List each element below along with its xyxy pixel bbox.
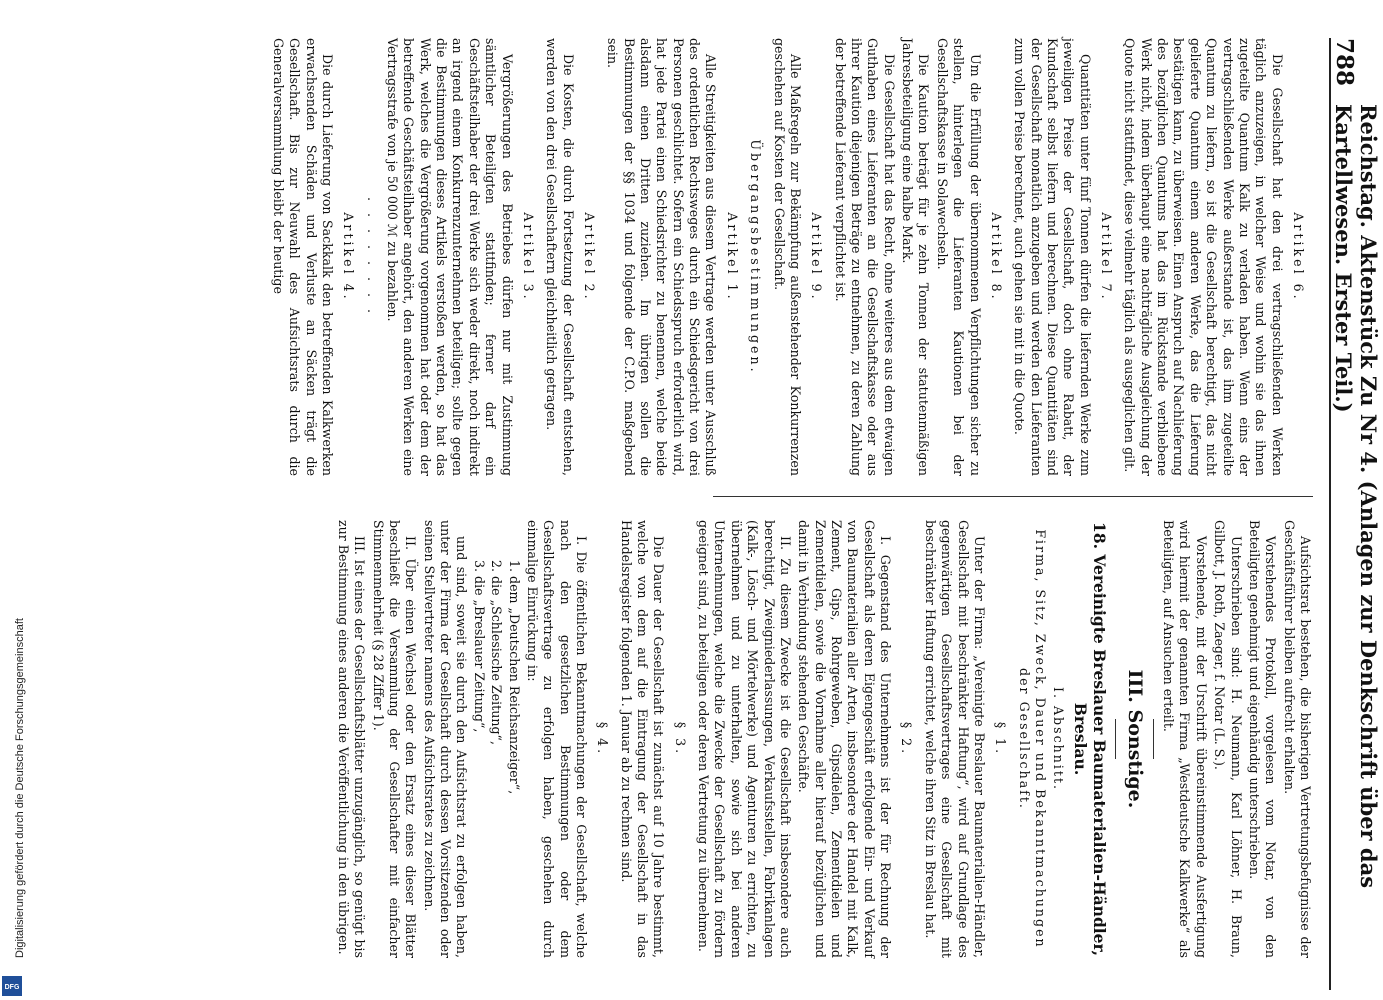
paragraph: Alle Maßregeln zur Bekämpfung außenstehender Konkurrenzen geschehen auf Kosten der Gesellschaft. [771,38,803,476]
paragraph: I. Die öffentlichen Bekanntmachungen der Gesellschaft, welche nach den gesetzlichen Bestimmungen oder dem Gesellschaftsvertrage zu erfolgen haben, geschehen durch einmalige Einrückung in: [524,520,589,958]
short-rule [1115,719,1116,759]
paragraph: II. Zu diesem Zwecke ist die Gesellschaft insbesondere auch berechtigt, Zweigniederlassungen, Verkaufsstellen, Fabrikanlagen (Kalk-, Lösch- und Mörtelwerke) und Agenturen zu errichten, zu übernehmen und zu unterhalten, sowie sich bei anderen Unternehmungen, welche die Zwecke der Gesellschaft zu fördern geeignet sind, zu beteiligen oder deren Vertretung zu übernehmen. [696,520,793,958]
paragraph: Die durch Lieferung von Sackkalk den betreffenden Kalkwerken erwachsenden Schäden und Verluste an Säcken trägt die Gesellschaft. Bis zur Neuwahl des Aufsichtsrats durch die Generalversammlung bleibt der heutige [270,38,335,476]
page-number: 788 [1331,38,1358,87]
paragraph: und sind, soweit sie durch den Aufsichtsrat zu erfolgen haben, unter der Firma der Gesellschaft durch dessen Vorsitzenden oder seinen Stellvertreter namens des Aufsichtsrates zu zeichnen. [421,520,470,958]
paragraph: Unter der Firma: „Vereinigte Breslauer Baumaterialien-Händler, Gesellschaft mit beschränkter Haftung“, wird auf Grundlage des gegenwärtigen Gesellschaftsvertrages eine Gesellschaft mit beschränkter Haftung errichtet, welche ihren Sitz in Breslau hat. [922,520,987,958]
article-heading: Artikel 6. [1291,212,1306,302]
paragraph: Die Gesellschaft hat das Recht, ohne weiteres aus dem etwaigen Guthaben eines Lieferanten an die Gesellschaftskasse oder aus ihrer Kaution diejenigen Beträge zu entnehmen, zu deren Zahlung der betreffende Lieferant verpflichtet ist. [832,38,897,476]
subsection-line: Firma, Sitz, Zweck, Dauer und Bekanntmachungen der Gesellschaft. [1016,529,1048,949]
list-item: 2. die „Schlesische Zeitung“, [489,560,505,745]
paragraph: Aufsichtsrat bestehen, die bisherigen Vertretungsbefugnisse der Geschäftsführer bleiben aufrecht erhalten. [1281,520,1313,958]
article-heading: Artikel 1. [724,212,740,302]
article-heading: § 4. [595,721,611,757]
svg-text:DFG: DFG [4,984,20,991]
firm-title: 18. Vereinigte Breslauer Baumaterialien-Händler, Breslau. [1070,522,1110,956]
dfg-credit: Digitalisierung gefördert durch die Deutsche Forschungsgemeinschaft [14,618,26,958]
publication-list [470,520,521,958]
paragraph: Die Dauer der Gesellschaft ist zunächst auf 10 Jahre bestimmt, welche von dem auf die Eintragung der Gesellschaft in das Handelsregister folgenden 1. Januar ab zu rechnen sind. [618,520,667,958]
paragraph: Vergrößerungen des Betriebes dürfen nur mit Zustimmung sämtlicher Beteiligten stattfinden; ferner darf ein Geschäftsteilhaber der drei Werke sich weder direkt, noch indirekt an irgend einem Konkurrenzunternehmen beteiligen; sollte gegen die Bestimmungen dieses Artikels verstoßen werden, so hat das Werk, welches die Vergrößerung vorgenommen hat oder dem der betreffende Geschäftsteilhaber angehört, den anderen Werken eine Vertragsstrafe von je 50 000 ℳ zu bezahlen. [385,38,515,476]
dfg-logo-icon [2,976,22,996]
article-heading: Artikel 8. [988,212,1004,302]
article-heading: Artikel 9. [809,212,825,302]
left-column [268,38,1313,476]
short-rule [1153,719,1154,759]
paragraph: Die Kosten, die durch Fortsetzung der Gesellschaft entstehen, werden von den drei Gesellschaftern gleichheitlich getragen. [544,38,576,476]
running-title: Reichstag. Aktenstück Zu Nr 4. (Anlagen zur Denkschrift über das Kartellwesen. Erster Teil.) [1331,104,1381,889]
column-divider [713,496,1313,497]
section-title: III. Sonstige. [1123,669,1146,809]
paragraph: Die Gesellschaft hat den drei vertragschließenden Werken täglich anzuzeigen, in welcher Weise und wohin sie das ihnen zugeteilte Quantum Kalk zu verladen haben. Wenn eins der vertragschließenden Werke außerstande ist, das ihm zugeteilte Quantum zu liefern, so ist die Gesellschaft berechtigt, das nicht gelieferte Quantum einem anderen Werke, das die Lieferung bestätigen kann, zu überweisen. Einen Anspruch auf Nachlieferung des bezüglichen Quantums hat das im Rückstande verbliebene Werk nicht, indem überhaupt eine nachträgliche Ausgleichung der Quote nicht stattfindet, diese vielmehr täglich als ausgeglichen gilt. [1122,38,1285,476]
list-item: 3. die „Breslauer Zeitung“, [471,560,487,733]
article-heading: § 1. [993,721,1009,757]
article-heading: Übergangsbestimmungen. [748,139,764,375]
paragraph: Um die Erfüllung der übernommenen Verpflichtungen sicher zu stellen, hinterlegen die Lieferanten Kautionen bei der Gesellschaftskasse in Solawechseln. [934,38,983,476]
subsection-line: I. Abschnitt. [1051,686,1067,792]
paragraph: Vorstehende, mit der Urschrift übereinstimmende Ausfertigung wird hiermit der genannten Firma „Westdeutsche Kalkwerke“ als Beteiligten, auf Ansuchen erteilt. [1161,520,1209,958]
article-heading: Artikel 7. [1099,212,1115,302]
paragraph: I. Gegenstand des Unternehmens ist der für Rechnung der Gesellschaft als deren Eigengeschäft erfolgende Ein- und Verkauf von Baumaterialien aller Arten, insbesondere der Handel mit Kalk, Zement, Gips, Rohrgeweben, Gipsdielen, Zementdielen und Zementdielen, sowie die Vornahme aller hierauf bezüglichen und damit in Verbindung stehenden Geschäfte. [796,520,894,958]
paragraph: Vorstehendes Protokoll, vorgelesen vom Notar, von den Beteiligten genehmigt und eigenhändig unterschrieben. [1246,520,1279,958]
list-item: 1. dem „Deutschen Reichsanzeiger“, [506,560,522,795]
paragraph: Die Kaution beträgt für je zehn Tonnen der statutenmäßigen Jahresbeteiligung eine halbe Mark. [900,38,932,476]
paragraph: Unterschrieben sind: H. Neumann, Karl Löhner, H. Braun, Gilbott, J. Roth, Zaeger, f. Notar (L. S.). [1212,520,1244,958]
ellipsis-line: . . . . . . . . [364,196,380,318]
paragraph: Alle Streitigkeiten aus diesem Vertrage werden unter Ausschluß des ordentlichen Rechtsweges durch ein Schiedsgericht von drei Personen geschlichtet. Sofern ein Schiedsspruch erforderlich wird, hat jede Partei einen Schiedsrichter zu benennen, welche beide alsdann einen Dritten zuziehen. Im übrigen sollen die Bestimmungen der §§ 1034 und folgende der C.P.O. maßgebend sein. [605,38,719,476]
page-content [25,38,1381,990]
article-heading: § 3. [672,721,688,757]
right-column [333,520,1313,958]
paragraph: III. Ist eines der Gesellschaftsblätter unzugänglich, so genügt bis zur Bestimmung eines anderen die Veröffentlichung in den übrigen. [335,520,368,958]
paragraph: II. Über einen Wechsel oder den Ersatz eines dieser Blätter beschließt die Versammlung der Gesellschafter mit einfacher Stimmenmehrheit (§ 28 Ziffer 1). [370,520,419,958]
paragraph: Quantitäten unter fünf Tonnen dürfen die liefernden Werke zum jeweiligen Preise der Gesellschaft, doch ohne Rabatt, der Kundschaft selbst liefern und berechnen. Diese Quantitäten sind der Gesellschaft monatlich anzugeben und werden den Lieferanten zum vollen Preise berechnet, auch gehen sie mit in die Quote. [1012,38,1093,476]
article-heading: Artikel 2. [581,212,597,302]
article-heading: Artikel 4. [341,212,357,302]
digitization-sidebar [0,0,26,1000]
article-heading: Artikel 3. [520,212,536,302]
running-header [1329,38,1381,990]
article-heading: § 2. [899,721,915,757]
